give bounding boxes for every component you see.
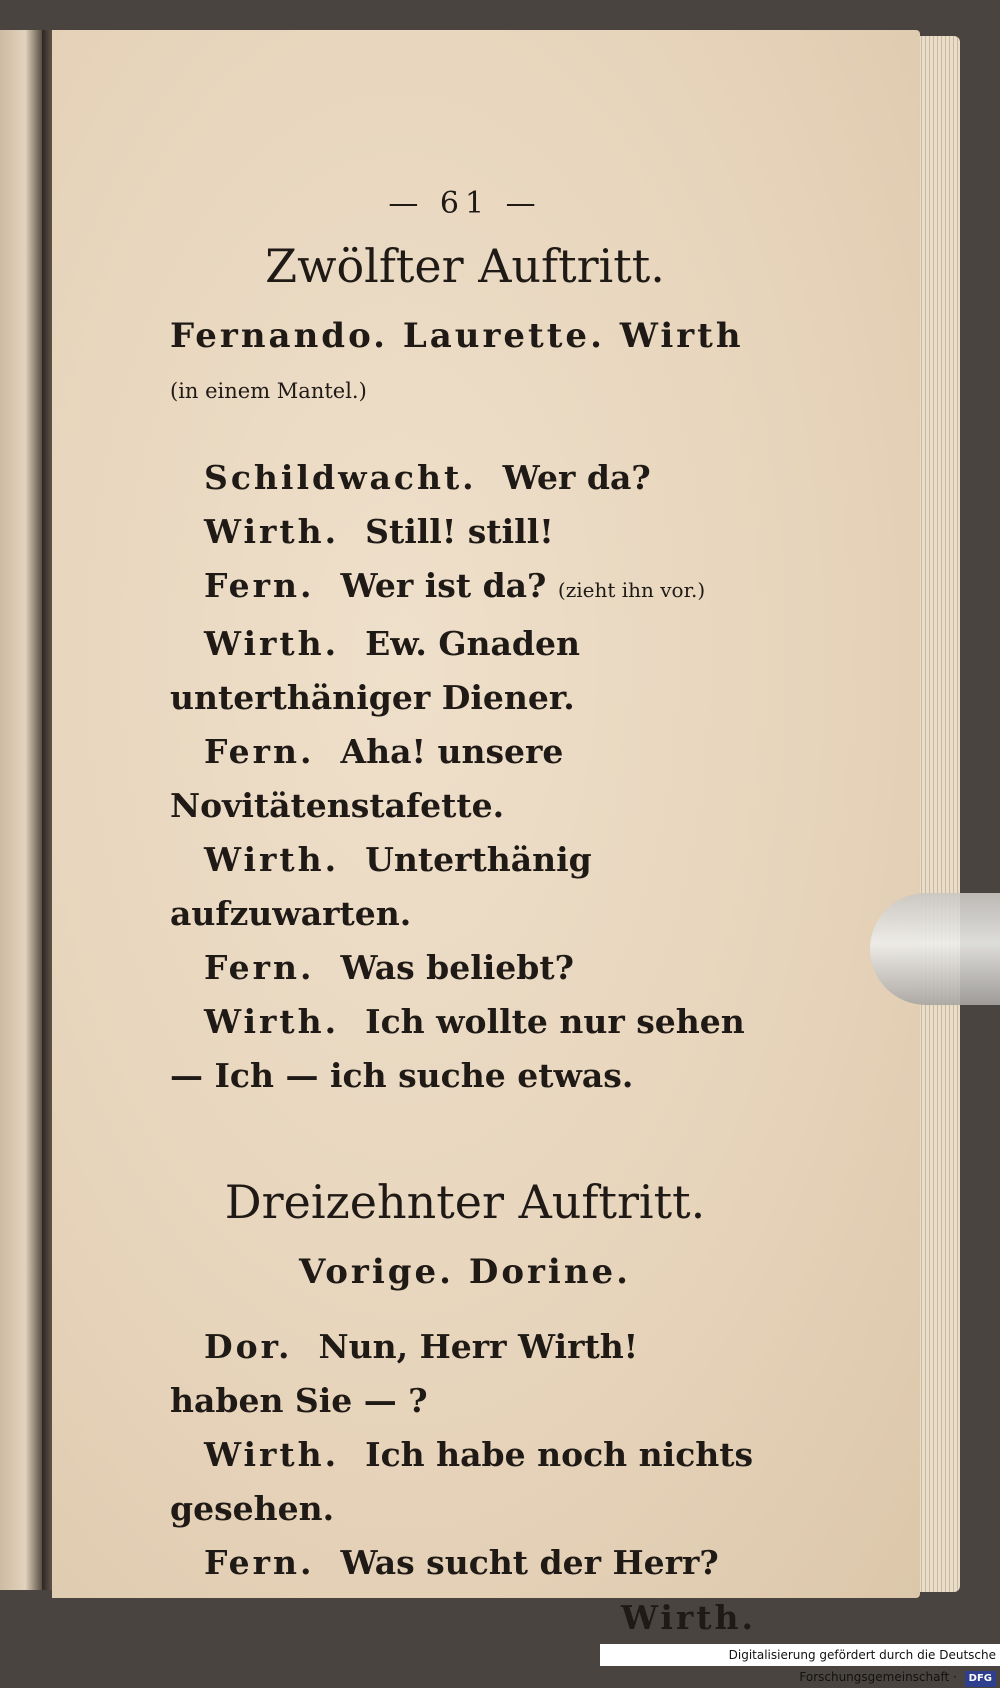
speaker: Wirth. xyxy=(204,1002,340,1041)
dialogue-line xyxy=(170,833,760,941)
digitization-credit xyxy=(600,1644,1000,1684)
speaker: Fern. xyxy=(204,732,315,771)
speech: Unterthänig aufzuwarten. xyxy=(170,840,592,933)
speaker: Dor. xyxy=(204,1327,293,1366)
speech: Was sucht der Herr? xyxy=(340,1543,719,1582)
speaker: Schildwacht. xyxy=(204,458,477,497)
catchword: Wirth. xyxy=(620,1598,756,1637)
dialogue-line xyxy=(170,1536,760,1590)
dialogue-line xyxy=(170,617,760,725)
scene-heading-12: Zwölfter Auftritt. xyxy=(265,239,665,293)
speech: Wer da? xyxy=(502,458,651,497)
speaker: Wirth. xyxy=(204,512,340,551)
cast-list: Fernando. Laurette. Wirth xyxy=(170,316,744,356)
speaker: Fern. xyxy=(204,566,315,605)
dialogue-line xyxy=(170,1428,760,1536)
scene-13-dialogue xyxy=(170,1320,760,1590)
speaker: Wirth. xyxy=(204,1435,340,1474)
dialogue-line xyxy=(170,451,760,505)
dialogue-line xyxy=(170,725,760,833)
dialogue-line xyxy=(170,559,760,617)
speech: Ich habe noch nichts gesehen. xyxy=(170,1435,754,1528)
speech: Was beliebt? xyxy=(340,948,574,987)
page-clip xyxy=(870,893,1000,1005)
dialogue-line xyxy=(170,995,760,1103)
page-number: — 61 — xyxy=(388,186,542,221)
speech: Wer ist da? xyxy=(340,566,547,605)
scene-heading-13: Dreizehnter Auftritt. xyxy=(224,1175,706,1229)
scene-12-cast xyxy=(170,311,760,413)
dfg-logo: DFG xyxy=(965,1671,996,1687)
dialogue-line xyxy=(170,505,760,559)
speaker: Fern. xyxy=(204,948,315,987)
stage-direction: (in einem Mantel.) xyxy=(170,379,367,403)
speech: Nun, Herr Wirth! haben Sie — ? xyxy=(170,1327,639,1420)
scene-12-dialogue xyxy=(170,451,760,1103)
speaker: Wirth. xyxy=(204,624,340,663)
speech: Ich wollte nur sehen — Ich — ich suche etwas. xyxy=(170,1002,745,1095)
page-text xyxy=(170,170,760,1637)
scene-13-cast: Vorige. Dorine. xyxy=(298,1252,632,1292)
dialogue-line xyxy=(170,941,760,995)
dialogue-line xyxy=(170,1320,760,1428)
stage-direction: (zieht ihn vor.) xyxy=(557,578,706,602)
speech: Still! still! xyxy=(365,512,554,551)
speaker: Wirth. xyxy=(204,840,340,879)
speech: Ew. Gnaden unterthäniger Diener. xyxy=(170,624,580,717)
page-stack-edge xyxy=(918,36,960,1592)
speech: Aha! unsere Novitätenstafette. xyxy=(170,732,564,825)
previous-page-edge xyxy=(0,30,42,1590)
speaker: Fern. xyxy=(204,1543,315,1582)
credit-text: Digitalisierung gefördert durch die Deutsche Forschungsgemeinschaft · xyxy=(728,1648,996,1684)
